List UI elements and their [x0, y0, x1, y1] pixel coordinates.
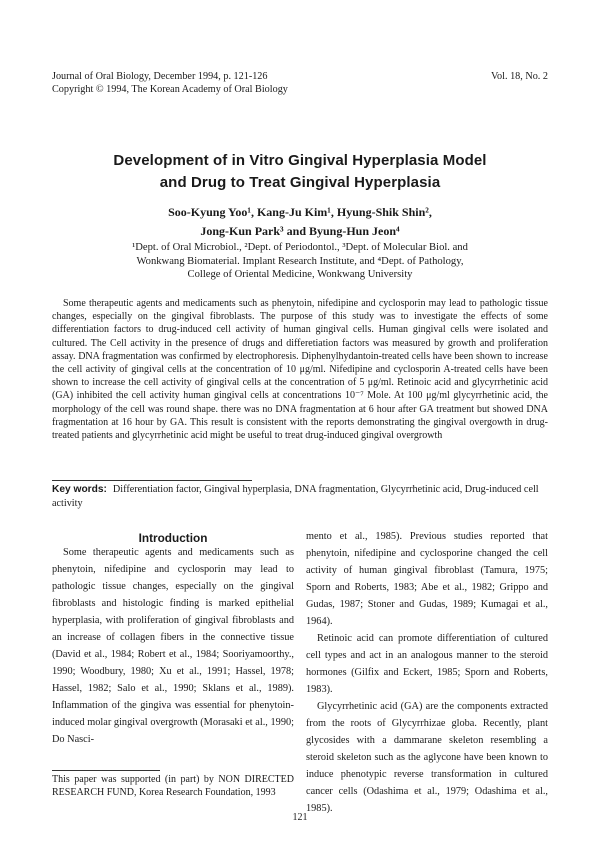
funding-footnote: This paper was supported (in part) by NON DIRECTED RESEARCH FUND, Korea Research Foundation, 1993 [52, 774, 294, 798]
intro-paragraph-2: Retinoic acid can promote differentiation of cultured cell types and act in an analogous manner to the steroid hormones (Gilfix and Eckert, 1985; Sporn and Roberts, 1983). [306, 633, 548, 695]
affiliation-line2: Wonkwang Biomaterial. Implant Research Institute, and ⁴Dept. of Pathology, [136, 255, 464, 267]
keywords [52, 483, 548, 510]
intro-paragraph-continued: mento et al., 1985). Previous studies reported that phenytoin, nifedipine and cyclosporine changed the cell activity of human gingival fibroblast (Tamura, 1975; Sporn and Roberts, 1983; Abe et al., 1982; Grippo and Gudas, 1987; Stoner and Gudas, 1989; Kumagai et al., 1964). [306, 531, 548, 627]
author-line2: Jong-Kun Park³ and Byung-Hun Jeon⁴ [200, 224, 400, 238]
volume-number: Vol. 18, No. 2 [491, 71, 548, 82]
intro-paragraph-1: Some therapeutic agents and medicaments such as phenytoin, nifedipine and cyclosporin may lead to pathologic tissue changes, especially on the gingival fibroblasts and histologic finding is marked epithelial hyperplasia, with proliferation of gingival fibroblasts and an increase of collagen fibers in the connective tissue (David et al., 1984; Robert et al., 1984; Sooriyamoorthy., 1990; Woodbury, 1980; Xu et al., 1991; Hassel, 1978; Hassel, 1982; Salo et al., 1990; Sklans et al., 1989). Inflammation of the gingiva was essential for phenytoin-induced molar gingival overgrowth (Morasaki et al., 1990; Do Nasci- [52, 547, 294, 745]
page-number: 121 [292, 812, 308, 823]
author-line1: Soo-Kyung Yoo¹, Kang-Ju Kim¹, Hyung-Shik Shin², [168, 205, 432, 219]
author-list [60, 203, 540, 241]
affiliation-line3: College of Oriental Medicine, Wonkwang University [187, 269, 413, 281]
footnote-divider [52, 770, 160, 771]
journal-citation-line1: Journal of Oral Biology, December 1994, p. 121-126 [52, 71, 268, 82]
left-column [52, 544, 294, 748]
affiliations [80, 241, 520, 282]
paper-title-line2: and Drug to Treat Gingival Hyperplasia [159, 174, 441, 191]
intro-paragraph-3: Glycyrrhetinic acid (GA) are the components extracted from the roots of Glycyrrhizae globa. Recently, plant glycosides with a dammarane skeleton resembling a steroid skeleton such as the aglycone have been known to induce phenotypic reverse transformation in cultured cancer cells (Odashima et al., 1979; Odashima et al., 1985). [306, 701, 548, 814]
introduction-heading: Introduction [138, 531, 208, 545]
keywords-text: Differentiation factor, Gingival hyperplasia, DNA fragmentation, Glycyrrhetinic acid, Drug-induced cell activity [52, 484, 539, 509]
affiliation-line1: ¹Dept. of Oral Microbiol., ²Dept. of Periodontol., ³Dept. of Molecular Biol. and [132, 242, 468, 253]
abstract-text: Some therapeutic agents and medicaments such as phenytoin, nifedipine and cyclosporin may lead to pathologic tissue changes, especially on the gingival fibroblasts. The purpose of this study was to investigate the effects of some differentiation factors to drug-induced cell activity of human gingival cells. Human gingival cells were isolated and cultured. The Cell activity in the presence of drugs and differetiation factors was measured by growth and proliferation assay. DNA fragmentation was confirmed by electrophoresis. Diphenylhydantoin-treated cells have been shown to increase the cell activity of gingival cells at the concentration of 10 μg/ml. Nifedipine and cyclosporin A-treated cells have been shown to increase the cell activity of gingival cells at the concentration of 5 μg/ml. Retinoic acid and glycyrrhetinic acid (GA) inhibited the cell activity human gingival cells at concentrations 10⁻⁷ Mole. At 100 μg/ml glycyrrhetinic acid, the morphology of the cell was round shape. there was no DNA fragmentation at 6 hour after GA treatment but showed DNA fragmentation at 16 hour by GA. This result is consistent with the reports demonstrating the gingival overgowth in drug-treated patients and glycyrrhetinic acid might be useful to treat drug-induced gingival overgrowth [52, 298, 548, 442]
right-column [306, 528, 548, 817]
journal-copyright-line: Copyright © 1994, The Korean Academy of Oral Biology [52, 84, 288, 95]
paper-title [40, 150, 560, 194]
journal-citation [52, 70, 288, 96]
keywords-divider [52, 480, 252, 481]
keywords-label: Key words: [52, 484, 107, 495]
paper-title-line1: Development of in Vitro Gingival Hyperplasia Model [113, 152, 487, 169]
abstract [52, 297, 548, 442]
